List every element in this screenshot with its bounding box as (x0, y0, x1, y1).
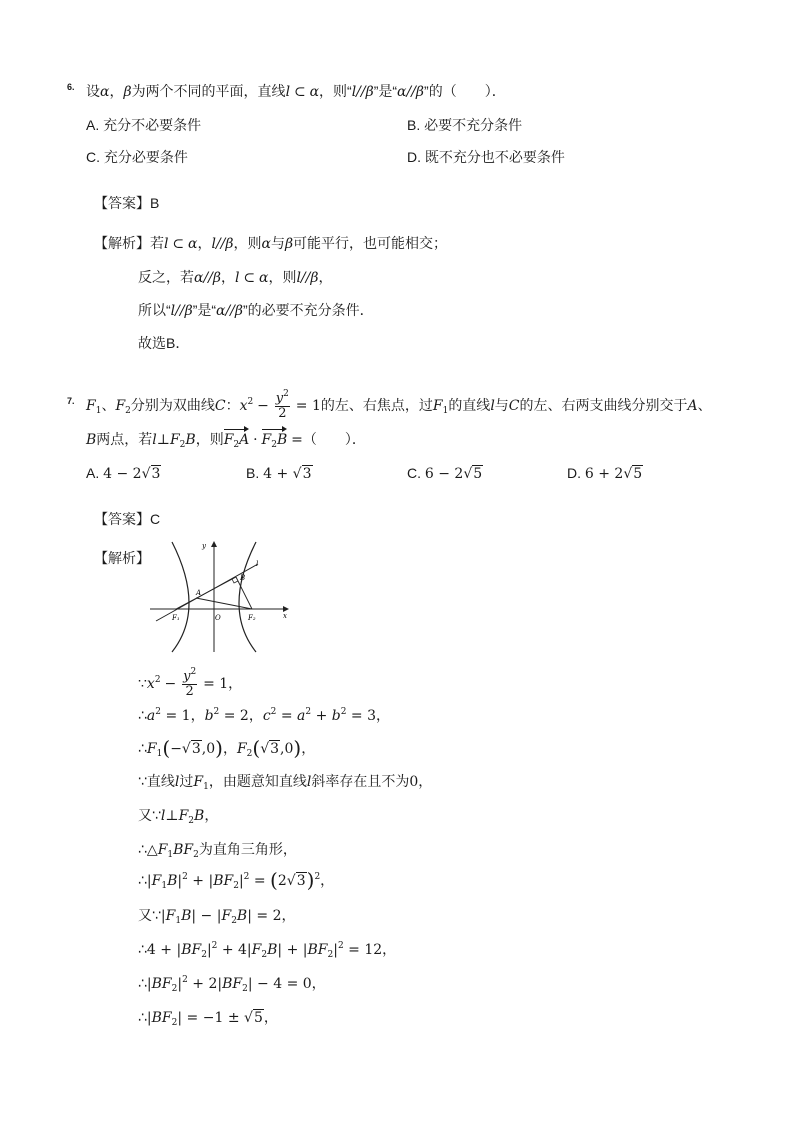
step-5: 又$\because l\perp F_2B$， (138, 807, 219, 826)
label-b: B (240, 574, 246, 582)
option-a: A. 充分不必要条件 (86, 117, 202, 133)
step-6: $\therefore\triangle F_1BF_2$为直角三角形， (138, 841, 297, 860)
left-branch (172, 542, 189, 652)
analysis-line: 故选B． (138, 335, 190, 351)
step-10: $\therefore|BF_2|^2 + 2|BF_2| - 4 = 0$， (138, 975, 326, 994)
right-branch (239, 542, 259, 652)
option-d: D. 6 + 2√5 (567, 465, 643, 482)
analysis-line: 所以“l//β”是“α//β”的必要不充分条件． (138, 302, 374, 319)
option-b: B. 必要不充分条件 (407, 117, 523, 133)
step-8: 又$\because|F_1B| - |F_2B| = 2$， (138, 907, 296, 926)
step-2: $\therefore a^2 = 1$，$b^2 = 2$，$c^2 = a^2 + b^2 = 3$， (138, 707, 391, 724)
hyperbola-figure (148, 538, 294, 654)
label-o: O (215, 614, 221, 622)
step-1: $\because x^2$ − $\frac{y^2}{2}$ = 1， (138, 666, 243, 699)
option-c: C. 充分必要条件 (86, 149, 188, 165)
label-f1: F₁ (172, 614, 180, 622)
label-f2: F₂ (248, 614, 256, 622)
step-4: ∵直线l过$F_1$，由题意知直线l斜率存在且不为0， (138, 773, 433, 792)
label-l: l (256, 560, 259, 568)
option-b: B. 4 + √3 (246, 465, 312, 482)
segment-af2 (196, 598, 252, 609)
option-a: A. 4 − 2√3 (86, 465, 161, 482)
analysis-label: 【解析】 (94, 550, 150, 566)
label-a: A (196, 589, 202, 597)
option-c: C. 6 − 2√5 (407, 465, 483, 482)
answer: 【答案】C (94, 511, 161, 527)
label-y: y (202, 542, 206, 550)
analysis-line: 反之，若α//β，l ⊂ α，则l//β， (138, 269, 333, 286)
option-d: D. 既不充分也不必要条件 (407, 149, 565, 165)
question-stem: $F_1$、$F_2$分别为双曲线C：$x^2$ − $\frac{y^2}{2}$ = 1的左、右焦点，过$F_1$的直线l与C的左、右两支曲线分别交于A、 (86, 389, 712, 421)
step-3: $\therefore F_1(-√3,0)$，$F_2(√3,0)$， (138, 736, 316, 760)
step-11: $\therefore|BF_2| = -1 \pm √5$， (138, 1009, 278, 1028)
answer: 【答案】B (94, 195, 160, 211)
step-9: ∴4 + $|BF_2|^2 + 4|F_2B| + |BF_2|^2 = 12$， (138, 941, 397, 960)
step-7: $\therefore|F_1B|^2 + |BF_2|^2 = (2√3)^2$， (138, 868, 335, 892)
analysis-line: 【解析】若l ⊂ α，l//β，则α与β可能平行，也可能相交； (94, 235, 448, 252)
label-x: x (283, 612, 287, 620)
question-number: 7. (67, 396, 75, 406)
question-stem-cont: B两点，若$l\perp F_2B$，则$F_2A \cdot F_2B$ =（ ）． (86, 431, 366, 450)
question-stem: 设α，β为两个不同的平面，直线l ⊂ α，则“l//β”是“α//β”的（ ）． (86, 83, 506, 100)
question-number: 6. (67, 82, 75, 92)
